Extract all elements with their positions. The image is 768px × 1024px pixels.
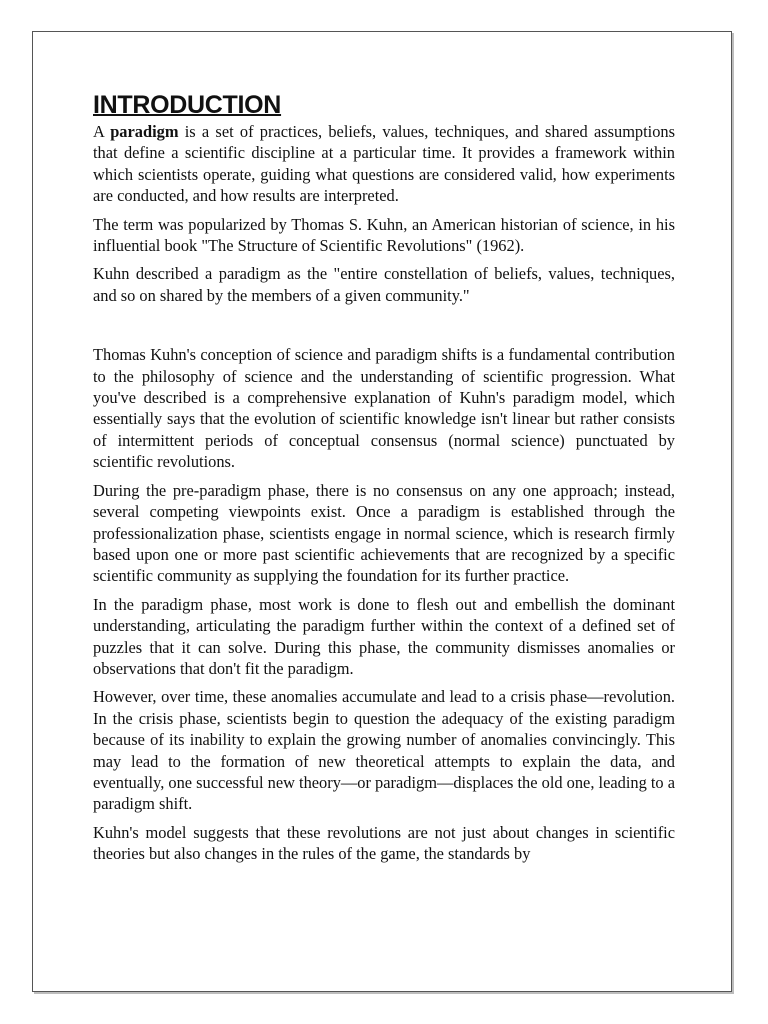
page-title: INTRODUCTION	[93, 91, 282, 119]
intro-paragraph	[93, 121, 675, 207]
document-body	[93, 88, 675, 872]
paragraph-revolutions: Kuhn's model suggests that these revolutions are not just about changes in scientific theories but also changes in the rules of the game, the standards by	[93, 822, 675, 864]
intro-term: paradigm	[110, 122, 179, 141]
paragraph-conception: Thomas Kuhn's conception of science and paradigm shifts is a fundamental contribution to the philosophy of science and the understanding of scientific progression. What you've described is a comprehensive explanation of Kuhn's paradigm model, which essentially says that the evolution of scientific knowledge isn't linear but rather consists of intermittent periods of conceptual consensus (normal science) punctuated by scientific revolutions.	[93, 345, 675, 472]
paragraph-pre-paradigm: During the pre-paradigm phase, there is no consensus on any one approach; instead, several competing viewpoints exist. Once a paradigm is established through the professionalization phase, scientists engage in normal science, which is research firmly based upon one or more past scientific achievements that are recognized by a specific scientific community as supplying the foundation for its further practice.	[93, 480, 675, 586]
paragraph-kuhn-book: The term was popularized by Thomas S. Kuhn, an American historian of science, in his influential book "The Structure of Scientific Revolutions" (1962).	[93, 214, 675, 256]
intro-prefix: A	[93, 122, 111, 141]
paragraph-crisis-phase: However, over time, these anomalies accumulate and lead to a crisis phase—revolution. In the crisis phase, scientists begin to question the adequacy of the existing paradigm because of its inability to explain the growing number of anomalies convincingly. This may lead to the formation of new theoretical attempts to explain the data, and eventually, one successful new theory—or paradigm—displaces the old one, leading to a paradigm shift.	[93, 687, 675, 814]
paragraph-kuhn-definition: Kuhn described a paradigm as the "entire constellation of beliefs, values, techniques, and so on shared by the members of a given community."	[93, 264, 675, 305]
intro-rest: is a set of practices, beliefs, values, techniques, and shared assumptions that define a scientific discipline at a particular time. It provides a framework within which scientists operate, guiding what questions are considered valid, how experiments are conducted, and how results are interpreted.	[93, 122, 676, 206]
paragraph-paradigm-phase: In the paradigm phase, most work is done to flesh out and embellish the dominant understanding, articulating the paradigm further within the context of a defined set of puzzles that it can solve. During this phase, the community dismisses anomalies or observations that don't fit the paradigm.	[93, 594, 675, 678]
section-gap	[93, 313, 675, 344]
